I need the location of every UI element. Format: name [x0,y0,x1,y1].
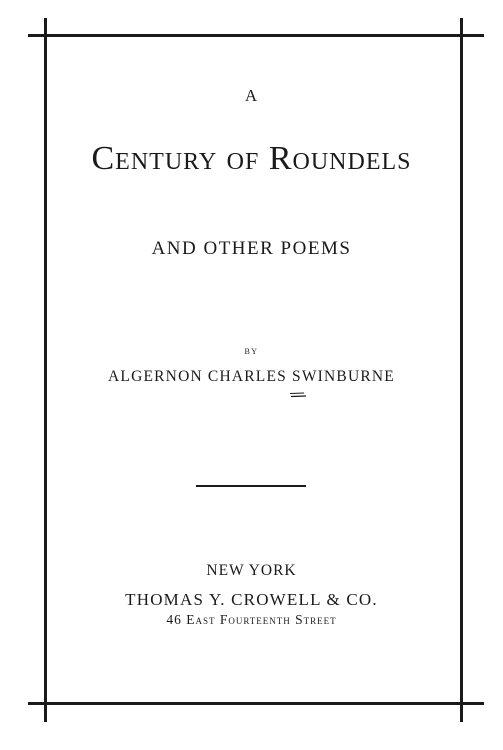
title-article: A [244,86,259,105]
by-label: BY [244,347,259,356]
ink-mark-icon [289,392,307,398]
author-name: ALGERNON CHARLES SWINBURNE [108,368,395,385]
book-subtitle: AND OTHER POEMS [151,238,352,259]
publisher-city: NEW YORK [206,562,297,579]
publisher-address: 46 East Fourteenth Street [166,612,337,627]
book-title: Century of Roundels [91,140,412,177]
section-divider [196,485,306,487]
border-rule-bottom [28,702,484,705]
border-rule-top [28,34,484,37]
publisher-name: THOMAS Y. CROWELL & CO. [125,590,378,609]
